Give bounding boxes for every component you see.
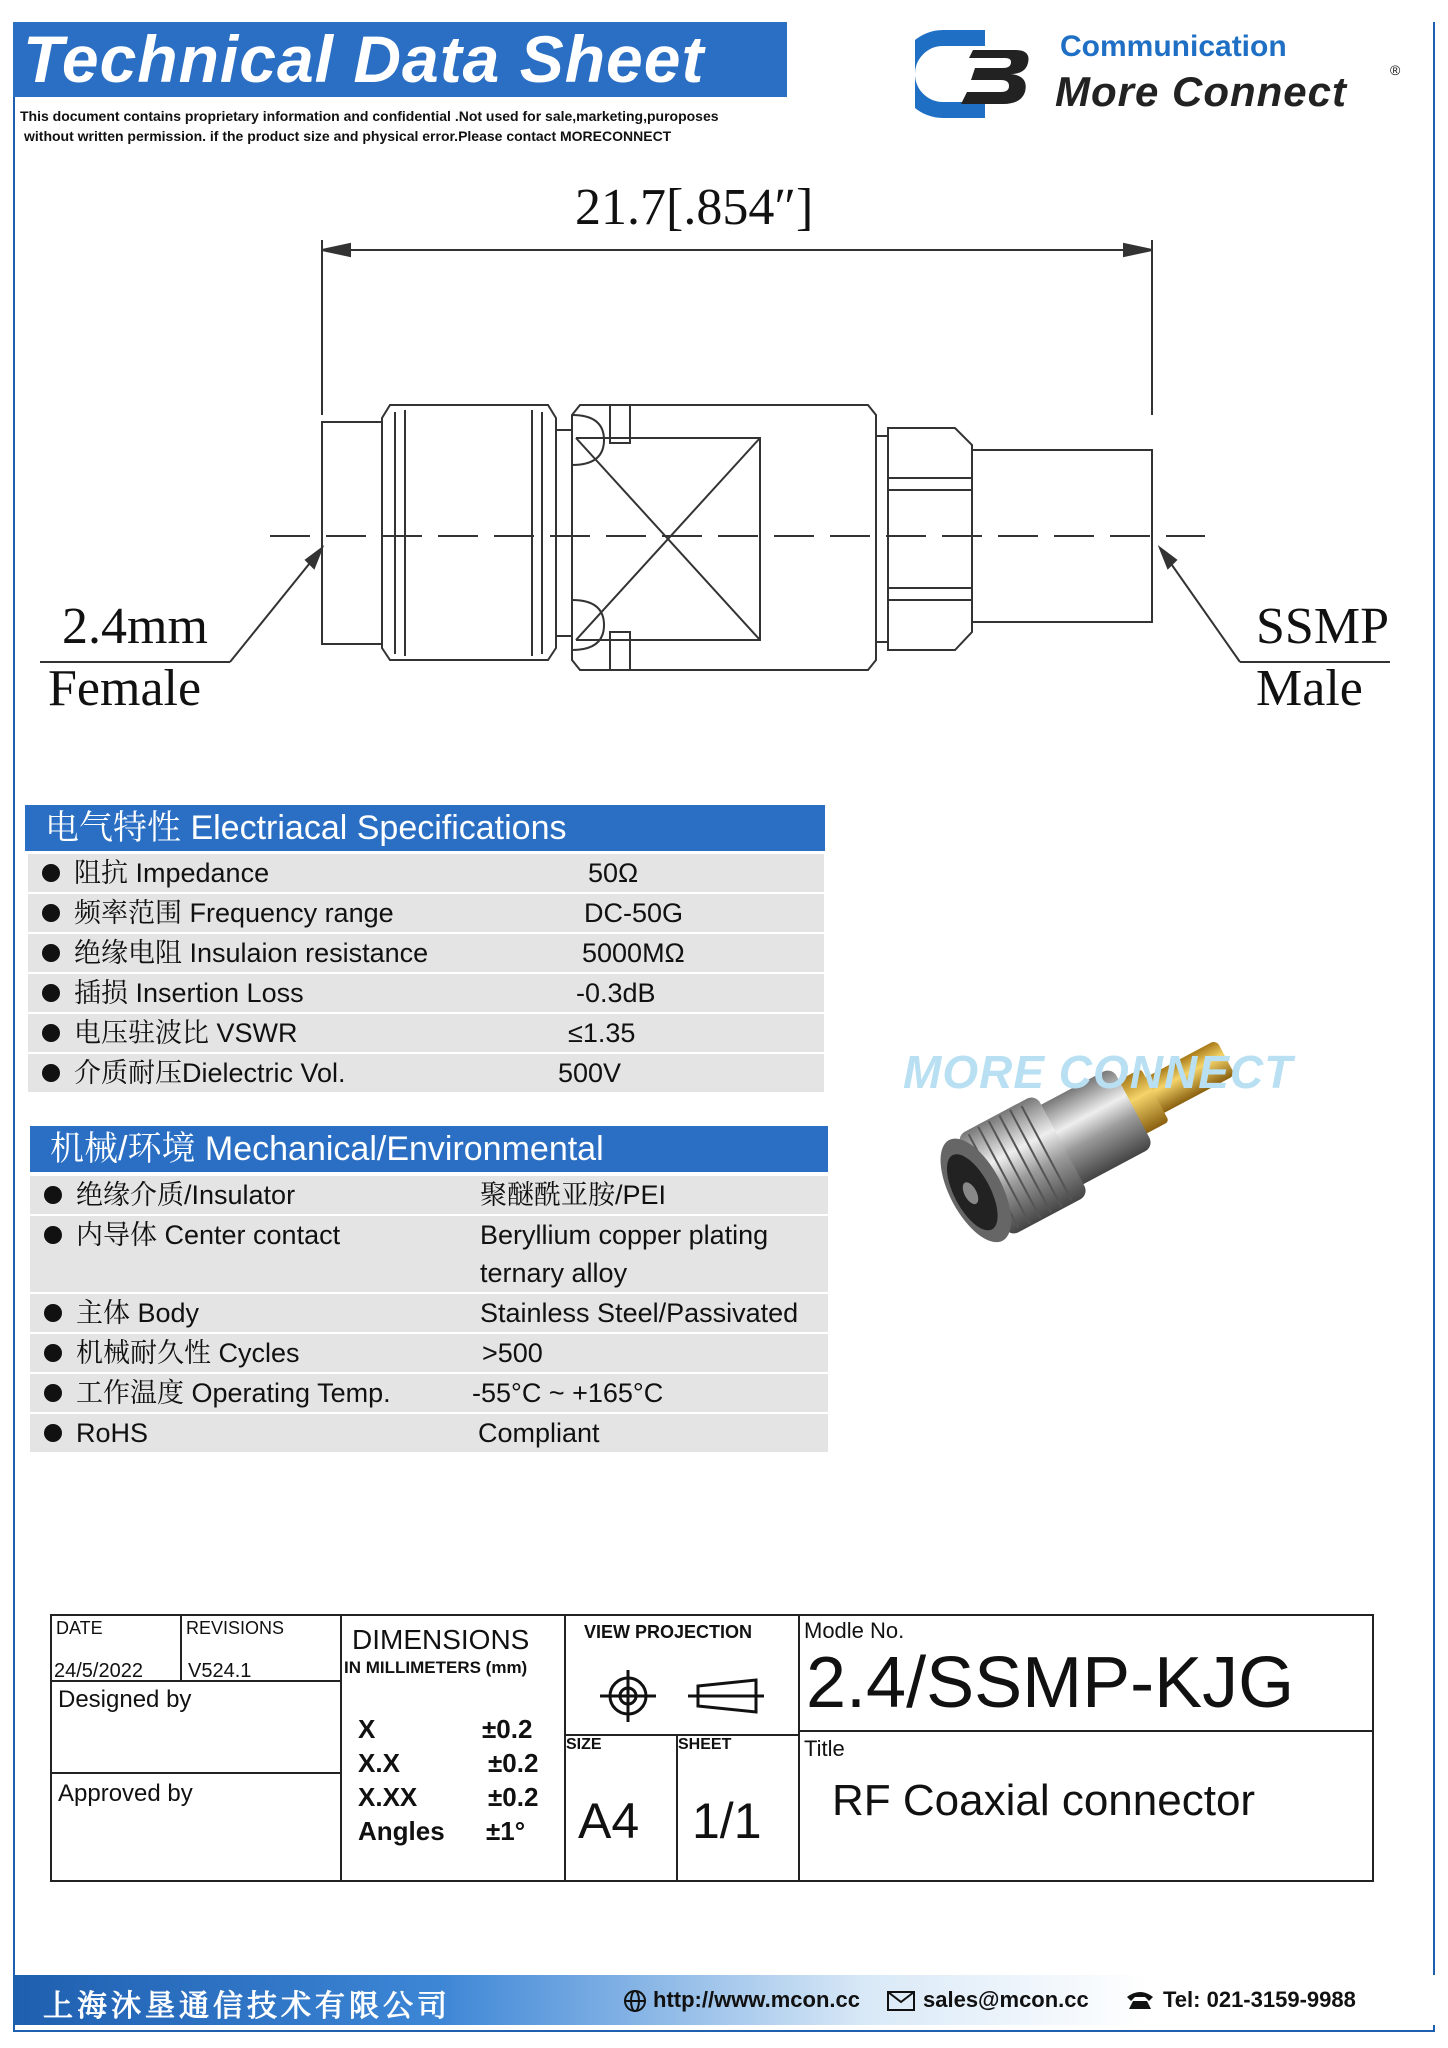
spec-value: Beryllium copper plating [480,1220,769,1250]
title-label: Title [804,1736,845,1761]
bullet-icon [42,1064,60,1082]
spec-label: 工作温度 Operating Temp. [76,1378,391,1408]
spec-value: Stainless Steel/Passivated [480,1298,799,1328]
electrical-row [28,934,824,972]
right-connector-type: SSMP [1256,598,1389,655]
company-logo [915,26,1410,126]
bullet-icon [42,944,60,962]
electrical-row [28,854,824,892]
logo-tagline: Communication [1060,30,1287,63]
bullet-icon [44,1226,62,1244]
website-link[interactable]: http://www.mcon.cc [653,1987,860,2012]
electrical-row [28,894,824,932]
tolerance-value: ±0.2 [482,1714,533,1744]
spec-value-continued: ternary alloy [480,1258,628,1288]
logo-brand: More Connect [1055,68,1348,115]
right-callout [1256,596,1389,720]
spec-value: DC-50G [584,898,684,928]
spec-label: RoHS [76,1418,149,1448]
date-label: DATE [56,1618,103,1638]
view-projection-label: VIEW PROJECTION [584,1622,753,1642]
model-label: Modle No. [804,1618,905,1643]
electrical-row [28,974,824,1012]
spec-value: 5000MΩ [582,938,685,968]
model-number: 2.4/SSMP-KJG [806,1643,1295,1723]
spec-label: 频率范围 Frequency range [74,898,394,928]
document-title: Technical Data Sheet [13,22,787,97]
spec-value: ≤1.35 [568,1018,636,1048]
title-block [50,1614,1374,1882]
bullet-icon [44,1424,62,1442]
electrical-heading: 电气特性 Electriacal Specifications [25,805,825,851]
overall-length-dimension: 21.7[.854″] [575,179,814,236]
left-connector-type: 2.4mm [62,598,208,655]
disclaimer-line-1: This document contains proprietary information and confidential .Not used for sale,marketing,puroposes [20,108,719,124]
sheet-label: SHEET [678,1736,732,1753]
tolerance-value: ±1° [486,1816,526,1846]
projection-symbol-icon [588,1666,768,1726]
dimensions-label: DIMENSIONS [352,1624,530,1655]
spec-label: 介质耐压Dielectric Vol. [74,1058,346,1088]
phone-icon [1125,1989,1155,2011]
tolerance-key: X.X [358,1748,400,1778]
spec-label: 插损 Insertion Loss [74,978,304,1008]
tolerance-key: X.XX [358,1782,418,1812]
mechanical-row [30,1414,828,1452]
spec-value: >500 [482,1338,543,1368]
electrical-row [28,1054,824,1092]
spec-value: 50Ω [588,858,639,888]
product-photo [900,980,1300,1280]
photo-watermark: MORE CONNECT [903,1046,1294,1098]
tolerance-value: ±0.2 [488,1782,539,1812]
size-value: A4 [578,1793,640,1849]
mechanical-heading: 机械/环境 Mechanical/Environmental [30,1126,828,1172]
sheet-value: 1/1 [692,1793,762,1849]
mechanical-row [30,1334,828,1372]
left-callout [48,596,208,720]
left-connector-gender: Female [48,660,202,717]
company-name: 上海沐垦通信技术有限公司 [43,1989,451,2024]
spec-label: 机械耐久性 Cycles [76,1338,300,1368]
registered-mark: ® [1390,62,1401,78]
disclaimer-line-2: without written permission. if the product size and physical error.Please contact MORECONNECT [24,128,672,144]
mechanical-row [30,1294,828,1332]
bullet-icon [42,904,60,922]
mail-icon [887,1991,915,2011]
spec-label: 内导体 Center contact [76,1220,341,1250]
bullet-icon [44,1186,62,1204]
spec-value: 聚醚酰亚胺/PEI [480,1180,667,1210]
bullet-icon [44,1304,62,1322]
footer-bar [13,1975,1435,2025]
electrical-row [28,1014,824,1052]
product-title: RF Coaxial connector [832,1776,1256,1825]
spec-value: -55°C ~ +165°C [472,1378,664,1408]
email-link[interactable]: sales@mcon.cc [923,1987,1089,2012]
revisions-value: V524.1 [188,1660,252,1682]
mechanical-row [30,1176,828,1214]
designed-by-label: Designed by [58,1686,192,1713]
spec-label: 绝缘介质/Insulator [76,1180,296,1210]
size-label: SIZE [566,1736,602,1753]
spec-label: 电压驻波比 VSWR [74,1018,298,1048]
right-connector-gender: Male [1256,660,1363,717]
spec-value: -0.3dB [576,978,656,1008]
logo-mark-icon [915,30,1045,120]
tolerance-key: X [358,1714,376,1744]
units-label: IN MILLIMETERS (mm) [344,1658,528,1677]
approved-by-label: Approved by [58,1780,193,1807]
bullet-icon [42,864,60,882]
phone-number: Tel: 021-3159-9988 [1163,1987,1356,2012]
globe-icon [623,1989,647,2013]
mechanical-row [30,1374,828,1412]
bullet-icon [44,1344,62,1362]
bullet-icon [42,1024,60,1042]
tolerance-key: Angles [358,1816,445,1846]
spec-value: Compliant [478,1418,600,1448]
spec-label: 阻抗 Impedance [74,858,270,888]
revisions-label: REVISIONS [186,1618,285,1638]
spec-label: 绝缘电阻 Insulaion resistance [74,938,429,968]
spec-label: 主体 Body [76,1298,200,1328]
bullet-icon [44,1384,62,1402]
spec-value: 500V [558,1058,622,1088]
tolerance-value: ±0.2 [488,1748,539,1778]
date-value: 24/5/2022 [54,1660,143,1682]
bullet-icon [42,984,60,1002]
mechanical-row [30,1216,828,1292]
